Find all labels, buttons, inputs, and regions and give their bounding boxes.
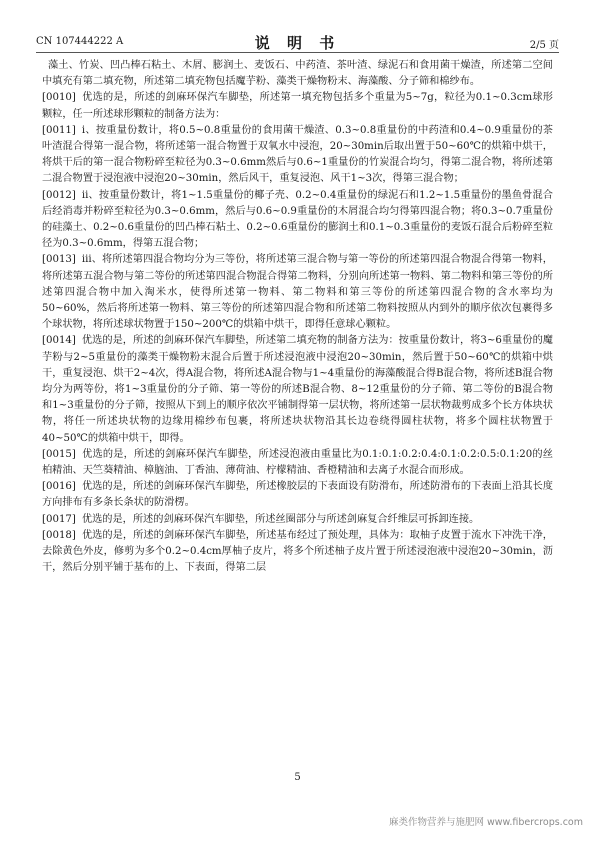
paragraph-text: iii、将所述第四混合物均分为三等份，将所述第三混合物与第一等份的所述第四混合物混合得第一物料，将所述第五混合物与第二等份的所述第四混合物混合得第二物料，分别向所述第一物料、第二物料和第三等份的所述第四混合物中加入淘米水，使得所述第一物料、第二物料和第三等份的所述第四混合物的含水率均为50~60%，然后将所述第一物料、第三等份的所述第四混合物和所述第二物料按照从内到外的顺序依次包裹得多个球状物，将所述球状物置于150~200℃的烘箱中烘干，即得任意球心颗粒。 xyxy=(42,254,553,331)
paragraph xyxy=(42,512,553,528)
paragraph-text: 优选的是，所述的剑麻环保汽车脚垫，所述第二填充物的制备方法为：按重量份数计，将3~6重量份的魔芋粉与2~5重量份的藻类干燥物粉末混合后置于所述浸泡液中浸泡20~30min，然后置于50~60℃的烘箱中烘干，重复浸泡、烘干2~4次，得A混合物，将所述A混合物与1~4重量份的海藻酸混合得B混合物，将所述B混合物均分为两等份，将1~3重量份的分子筛、第一等份的所述B混合物、8~12重量份的分子筛、第二等份的B混合物和1~3重量份的分子筛，按照从下到上的顺序依次平铺制得第一层状物，将所述第一层状物裁剪成多个长方体块状物，将任一所述块状物的边缘用棉纱布包裹，将所述块状物沿其长边卷绕得圆柱状物，将多个圆柱状物置于40~50℃的烘箱中烘干，即得。 xyxy=(42,335,553,444)
paragraph-text: ii、按重量份数计，将1~1.5重量份的椰子壳、0.2~0.4重量份的绿泥石和1.2~1.5重量份的墨鱼骨混合后经消毒并粉碎至粒径为0.3~0.6mm，然后与0.6~0.9重量份的木屑混合均匀得第四混合物；将0.3~0.7重量份的硅藻土、0.2~0.6重量份的凹凸棒石粘土、0.2~0.6重量份的膨润土和0.1~0.3重量份的麦饭石混合后粉碎至粒径为0.3~0.6mm，得第五混合物； xyxy=(42,189,553,250)
paragraph xyxy=(42,58,553,90)
paragraph-number: [0014] xyxy=(42,335,76,347)
paragraph xyxy=(42,528,553,577)
document-body xyxy=(42,58,553,577)
paragraph-text: i、按重量份数计，将0.5~0.8重量份的食用菌干燥渣、0.3~0.8重量份的中药渣和0.4~0.9重量份的茶叶渣混合得第一混合物，将所述第一混合物置于双氧水中浸泡，20~30min后取出置于50~60℃的烘箱中烘干，将烘干后的第一混合物粉碎至粒径为0.3~0.6mm然后与0.6~1重量份的竹炭混合均匀，得第二混合物，将所述第二混合物置于浸泡液中浸泡20~30min，然后风干，重复浸泡、风干1~3次，得第三混合物； xyxy=(42,124,553,185)
paragraph-number: [0016] xyxy=(42,481,76,493)
page-indicator: 2/5 页 xyxy=(529,40,559,51)
paragraph xyxy=(42,479,553,511)
paragraph-text: 优选的是，所述的剑麻环保汽车脚垫，所述丝圈部分与所述剑麻复合纤维层可拆卸连接。 xyxy=(81,513,480,525)
paragraph-text: 优选的是，所述的剑麻环保汽车脚垫，所述橡胶层的下表面设有防滑布，所述防滑布的下表面上沿其长度方向排布有多条长条状的防滑楞。 xyxy=(42,481,553,509)
paragraph xyxy=(42,188,553,253)
page-number: 5 xyxy=(294,772,301,783)
patent-number: CN 107444222 A xyxy=(36,36,124,47)
paragraph xyxy=(42,123,553,188)
paragraph xyxy=(42,252,553,333)
paragraph-number: [0015] xyxy=(42,448,76,460)
paragraph-text: 优选的是，所述的剑麻环保汽车脚垫，所述第一填充物包括多个重量为5~7g，粒径为0.1~0.3cm球形颗粒，任一所述球形颗粒的制备方法为： xyxy=(42,92,553,120)
paragraph-number: [0010] xyxy=(42,92,76,104)
document-title: 说 明 书 xyxy=(254,34,341,52)
paragraph xyxy=(42,447,553,479)
paragraph-number: [0011] xyxy=(42,124,76,136)
paragraph xyxy=(42,333,553,446)
page-header xyxy=(36,30,559,53)
paragraph-number: [0018] xyxy=(42,529,76,541)
paragraph xyxy=(42,90,553,122)
paragraph-number: [0017] xyxy=(42,513,76,525)
paragraph-text: 优选的是，所述的剑麻环保汽车脚垫，所述浸泡液由重量比为0.1:0.1:0.2:0.4:0.1:0.2:0.5:0.1:20的丝柏精油、天竺葵精油、樟脑油、丁香油、薄荷油、柠檬精油、香橙精油和去离子水混合而形成。 xyxy=(42,448,553,477)
paragraph-number: [0012] xyxy=(42,189,76,201)
paragraph-number: [0013] xyxy=(42,254,76,266)
paragraph-text: 优选的是，所述的剑麻环保汽车脚垫，所述基布经过了预处理，具体为：取柚子皮置于流水下冲洗干净，去除黄色外皮，修剪为多个0.2~0.4cm厚柚子皮片，将多个所述柚子皮片置于所述浸泡液中浸泡20~30min，沥干，然后分别平铺于基布的上、下表面，得第二层 xyxy=(42,529,553,574)
site-watermark: 麻类作物营养与施肥网 www.fibercrops.com xyxy=(388,817,583,828)
paragraph-text: 藻土、竹炭、凹凸棒石粘土、木屑、膨润土、麦饭石、中药渣、茶叶渣、绿泥石和食用菌干燥渣，所述第二空间中填充有第二填充物，所述第二填充物包括魔芋粉、藻类干燥物粉末、海藻酸、分子筛和棉纱布。 xyxy=(42,60,553,88)
